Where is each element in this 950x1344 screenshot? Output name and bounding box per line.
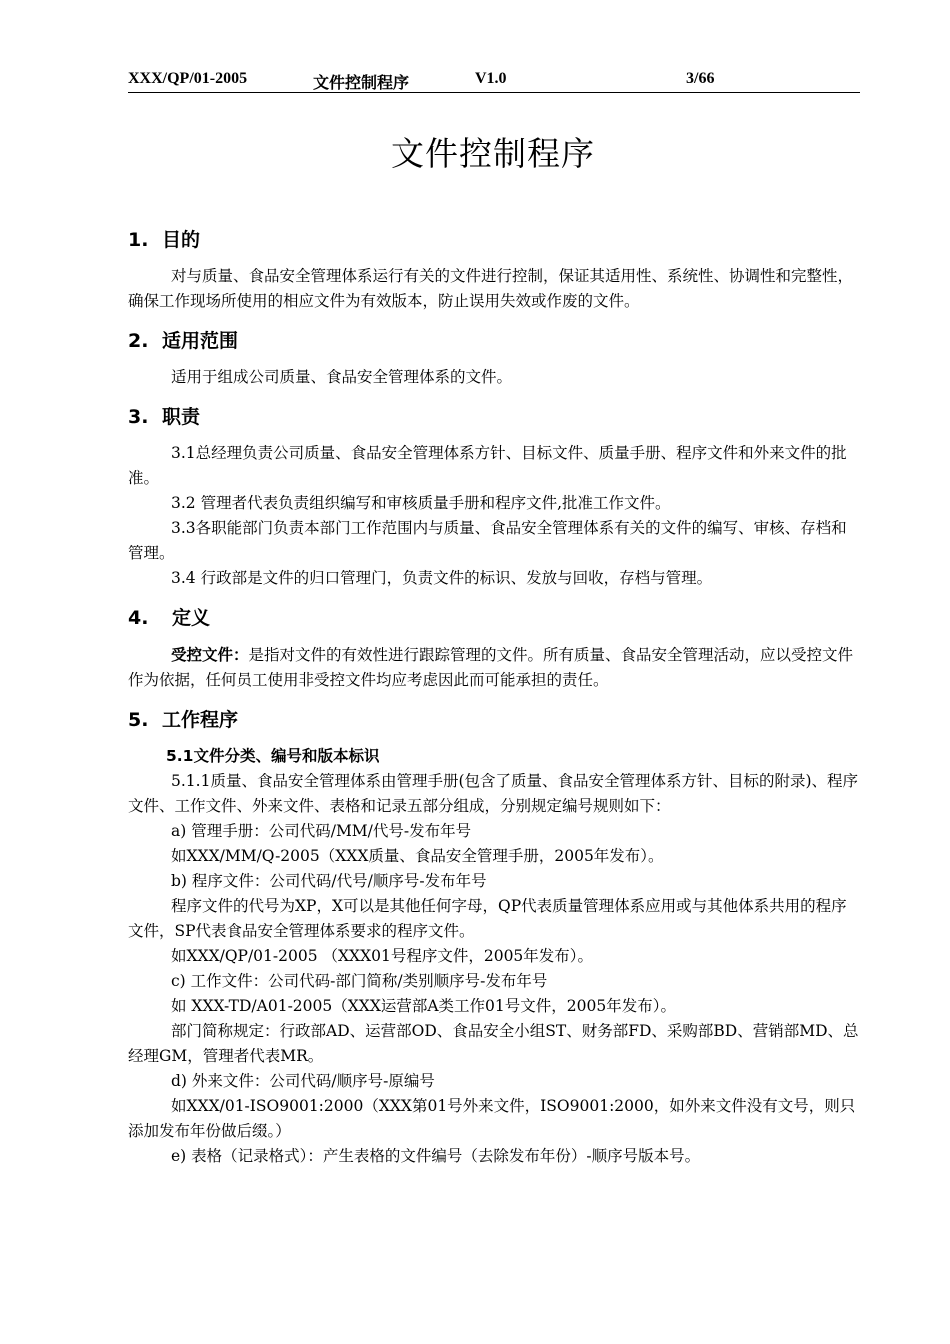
section-heading-procedure: 5. 工作程序 (128, 709, 239, 731)
rule-b-example: 如XXX/QP/01-2005 （XXX01号程序文件，2005年发布）。 (171, 947, 594, 965)
responsibility-3-4: 3.4 行政部是文件的归口管理门，负责文件的标识、发放与回收，存档与管理。 (171, 569, 713, 587)
header-version: V1.0 (475, 70, 507, 87)
responsibility-3-1: 3.1总经理负责公司质量、食品安全管理体系方针、目标文件、质量手册、程序文件和外来文件的批准。 (128, 444, 847, 487)
rule-a-manual: a) 管理手册：公司代码/MM/代号-发布年号 (171, 822, 472, 840)
section-heading-purpose: 1. 目的 (128, 229, 201, 251)
document-title: 文件控制程序 (391, 134, 595, 173)
purpose-paragraph: 对与质量、食品安全管理体系运行有关的文件进行控制，保证其适用性、系统性、协调性和完整性，确保工作现场所使用的相应文件为有效版本，防止误用失效或作废的文件。 (128, 267, 854, 310)
section-heading-definitions: 4. 定义 (128, 607, 211, 629)
definition-text: 是指对文件的有效性进行跟踪管理的文件。所有质量、食品安全管理活动，应以受控文件作为依据，任何员工使用非受控文件均应考虑因此而可能承担的责任。 (128, 646, 854, 689)
rule-d-external-file: d) 外来文件：公司代码/顺序号-原编号 (171, 1072, 435, 1090)
definition-paragraph (128, 642, 862, 693)
header-doc-title: 文件控制程序 (313, 75, 410, 92)
section-heading-responsibilities: 3. 职责 (128, 406, 201, 428)
procedure-5-1-1: 5.1.1质量、食品安全管理体系由管理手册(包含了质量、食品安全管理体系方针、目标的附录)、程序文件、工作文件、外来文件、表格和记录五部分组成，分别规定编号规则如下： (128, 772, 859, 815)
subsection-heading-5-1: 5.1文件分类、编号和版本标识 (166, 747, 380, 765)
page-header (128, 70, 860, 93)
document-body (128, 226, 862, 1169)
definition-term: 受控文件： (171, 645, 249, 664)
responsibility-3-2: 3.2 管理者代表负责组织编写和审核质量手册和程序文件,批准工作文件。 (171, 494, 671, 512)
scope-paragraph: 适用于组成公司质量、食品安全管理体系的文件。 (171, 368, 513, 386)
rule-e-form: e) 表格（记录格式）：产生表格的文件编号（去除发布年份）-顺序号版本号。 (171, 1147, 701, 1165)
rule-d-example: 如XXX/01-ISO9001:2000（XXX第01号外来文件，ISO9001:2000，如外来文件没有文号，则只添加发布年份做后缀。） (128, 1097, 856, 1140)
header-page-number: 3/66 (686, 70, 715, 87)
section-heading-scope: 2. 适用范围 (128, 330, 239, 352)
responsibility-3-3: 3.3各职能部门负责本部门工作范围内与质量、食品安全管理体系有关的文件的编写、审核、存档和管理。 (128, 519, 847, 562)
rule-c-example: 如 XXX-TD/A01-2005（XXX运营部A类工作01号文件，2005年发布）。 (171, 997, 676, 1015)
rule-c-department-codes: 部门简称规定：行政部AD、运营部OD、食品安全小组ST、财务部FD、采购部BD、营销部MD、总经理GM，管理者代表MR。 (128, 1022, 859, 1065)
header-doc-code: XXX/QP/01-2005 (128, 70, 248, 87)
rule-a-example: 如XXX/MM/Q-2005（XXX质量、食品安全管理手册，2005年发布）。 (171, 847, 664, 865)
rule-c-work-file: c) 工作文件：公司代码-部门简称/类别顺序号-发布年号 (171, 972, 548, 990)
rule-b-procedure: b) 程序文件：公司代码/代号/顺序号-发布年号 (171, 872, 487, 890)
rule-b-description: 程序文件的代号为XP，X可以是其他任何字母，QP代表质量管理体系应用或与其他体系共用的程序文件，SP代表食品安全管理体系要求的程序文件。 (128, 897, 847, 940)
